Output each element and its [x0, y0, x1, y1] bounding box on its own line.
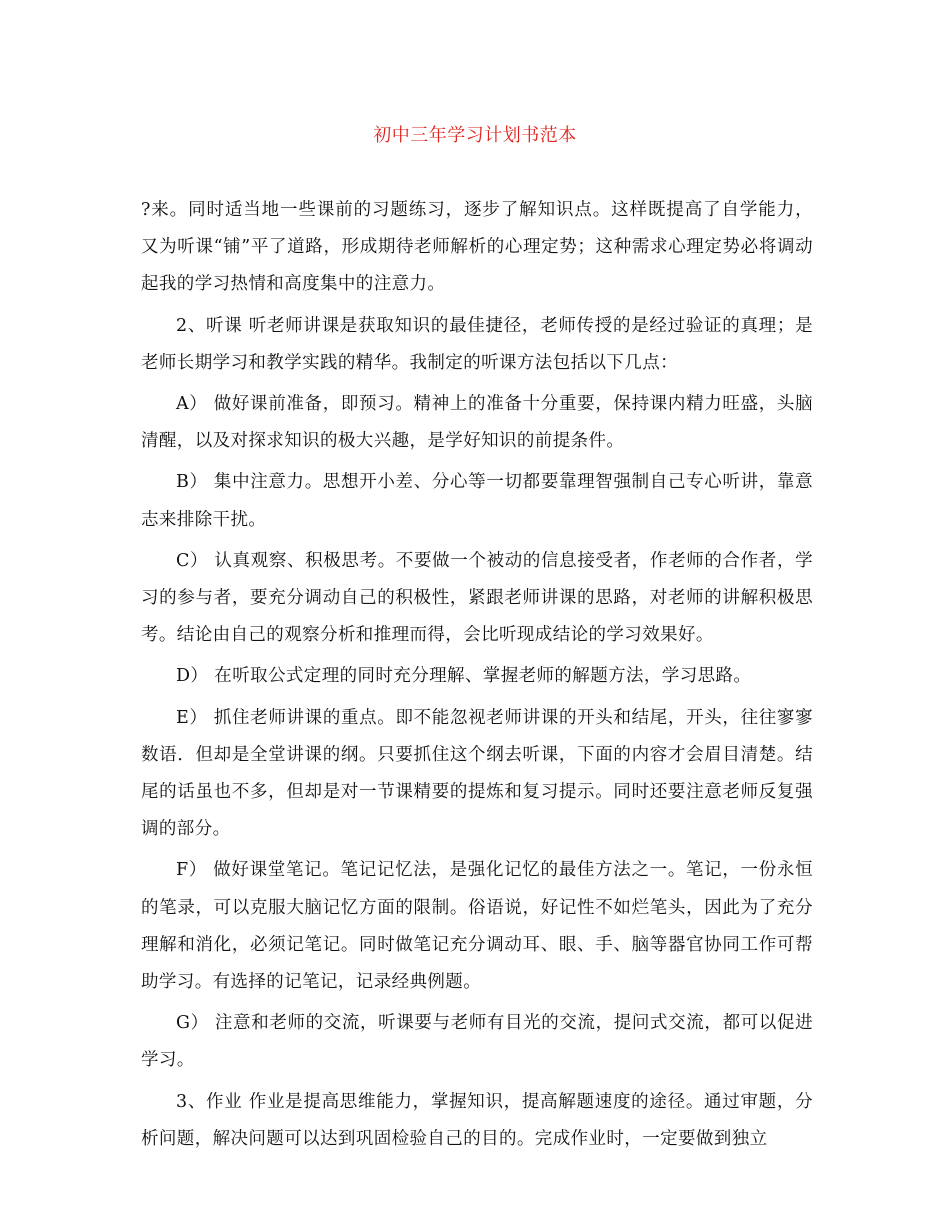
paragraph-continuation: ?来。同时适当地一些课前的习题练习，逐步了解知识点。这样既提高了自学能力，又为听课“铺”平了道路，形成期待老师解析的心理定势；这种需求心理定势必将调动起我的学习热情和高度集中的注意力。: [141, 200, 813, 295]
paragraph-listening-intro: 2、听课 听老师讲课是获取知识的最佳捷径，老师传授的是经过验证的真理；是老师长期学习和教学实践的精华。我制定的听课方法包括以下几点：: [141, 315, 813, 373]
paragraph-item-a: A） 做好课前准备，即预习。精神上的准备十分重要，保持课内精力旺盛，头脑清醒，以及对探求知识的极大兴趣，是学好知识的前提条件。: [141, 394, 813, 452]
paragraph-item-g: G） 注意和老师的交流，听课要与老师有目光的交流，提问式交流，都可以促进学习。: [141, 1013, 813, 1071]
paragraph-item-c: C） 认真观察、积极思考。不要做一个被动的信息接受者，作老师的合作者，学习的参与者，要充分调动自己的积极性，紧跟老师讲课的思路，对老师的讲解积极思考。结论由自己的观察分析和推理而得，会比听现成结论的学习效果好。: [141, 550, 813, 646]
document-body: [141, 192, 813, 1162]
document-title: 初中三年学习计划书范本: [373, 125, 577, 146]
paragraph-item-d: D） 在听取公式定理的同时充分理解、掌握老师的解题方法，学习思路。: [176, 666, 752, 687]
paragraph-item-b: B） 集中注意力。思想开小差、分心等一切都要靠理智强制自己专心听讲，靠意志来排除干扰。: [141, 472, 813, 530]
paragraph-item-f: F） 做好课堂笔记。笔记记忆法，是强化记忆的最佳方法之一。笔记，一份永恒的笔录，可以克服大脑记忆方面的限制。俗语说，好记性不如烂笔头，因此为了充分理解和消化，必须记笔记。同时做笔记充分调动耳、眼、手、脑等器官协同工作可帮助学习。有选择的记笔记，记录经典例题。: [141, 860, 813, 993]
paragraph-item-e: E） 抓住老师讲课的重点。即不能忽视老师讲课的开头和结尾，开头，往往寥寥数语．但却是全堂讲课的纲。只要抓住这个纲去听课，下面的内容才会眉目清楚。结尾的话虽也不多，但却是对一节课精要的提炼和复习提示。同时还要注意老师反复强调的部分。: [141, 707, 813, 840]
paragraph-homework: 3、作业 作业是提高思维能力，掌握知识，提高解题速度的途径。通过审题，分析问题，解决问题可以达到巩固检验自己的目的。完成作业时，一定要做到独立: [141, 1091, 813, 1149]
